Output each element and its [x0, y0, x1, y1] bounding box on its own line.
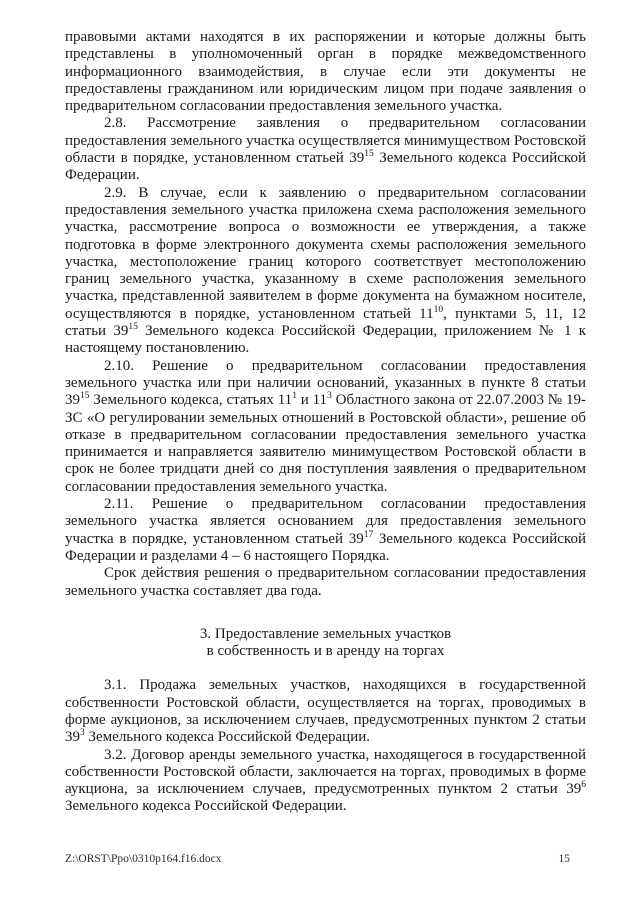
para-2-9: 2.9. В случае, если к заявлению о предварительном согласовании предоставления земельного участка приложена схема расположения земельного участка, рассмотрение вопроса о возможности ее утверждения, а также подготовка в форме электронного документа схемы расположения земельного участка, местоположение границ которого соответствует местоположению границ земельного участка, указанному в схеме расположения земельного участка, представленной заявителем в форме документа на бумажном носителе, осуществляются в порядке, установленном статьей $11^{10}$, пунктами 5, 11, 12 статьи $39^{15}$ Земельного кодекса Российской Федерации, приложением № 1 к настоящему постановлению.: [65, 184, 587, 357]
document-body: [65, 29, 586, 816]
footer-file-path: Z:\ORST\Ppo\0310p164.f16.docx: [65, 853, 222, 865]
para-2-8: 2.8. Рассмотрение заявления о предварительном согласовании предоставления земельного участка осуществляется минимуществом Ростовской области в порядке, установленном статьей $39^{15}$ Земельного кодекса Российской Федерации.: [65, 115, 586, 184]
para-continuation: правовыми актами находятся в их распоряжении и которые должны быть представлены в уполномоченный орган в порядке межведомственного информационного взаимодействия, в случае если эти документы не предоставлены гражданином или юридическим лицом при подаче заявления о предварительном согласовании предоставления земельного участка.: [65, 29, 586, 115]
section-3-heading: 3. Предоставление земельных участков в собственность и в аренду на торгах: [199, 625, 452, 660]
para-2-10: 2.10. Решение о предварительном согласовании предоставления земельного участка или при наличии оснований, указанных в пункте 8 статьи $39^{15}$ Земельного кодекса, статьях $11^1$ и $11^3$ Областного закона от 22.07.2003 № 19-ЗС «О регулировании земельных отношений в Ростовской области», решение об отказе в предварительном согласовании предоставления земельного участка принимается и направляется заявителю минимуществом Ростовской области в срок не более тридцати дней со дня поступления заявления о предварительном согласовании предоставления земельного участка.: [65, 357, 586, 495]
page-footer: [65, 852, 586, 866]
footer-page-number: 15: [558, 853, 570, 865]
para-2-11: 2.11. Решение о предварительном согласовании предоставления земельного участка является основанием для предоставления земельного участка в порядке, установленном статьей $39^{17}$ Земельного кодекса Российской Федерации и разделами 4 – 6 настоящего Порядка.: [65, 496, 586, 564]
para-srok: Срок действия решения о предварительном согласовании предоставления земельного участка составляет два года.: [65, 565, 586, 599]
para-3-2: 3.2. Договор аренды земельного участка, находящегося в государственной собственности Ростовской области, заключается на торгах, проводимых в форме аукциона, за исключением случаев, предусмотренных пунктом 2 статьи $39^6$ Земельного кодекса Российской Федерации.: [65, 746, 586, 815]
para-3-1: 3.1. Продажа земельных участков, находящихся в государственной собственности Ростовской области, осуществляется на торгах, проводимых в форме аукционов, за исключением случаев, предусмотренных пунктом 2 статьи $39^3$ Земельного кодекса Российской Федерации.: [65, 677, 586, 746]
